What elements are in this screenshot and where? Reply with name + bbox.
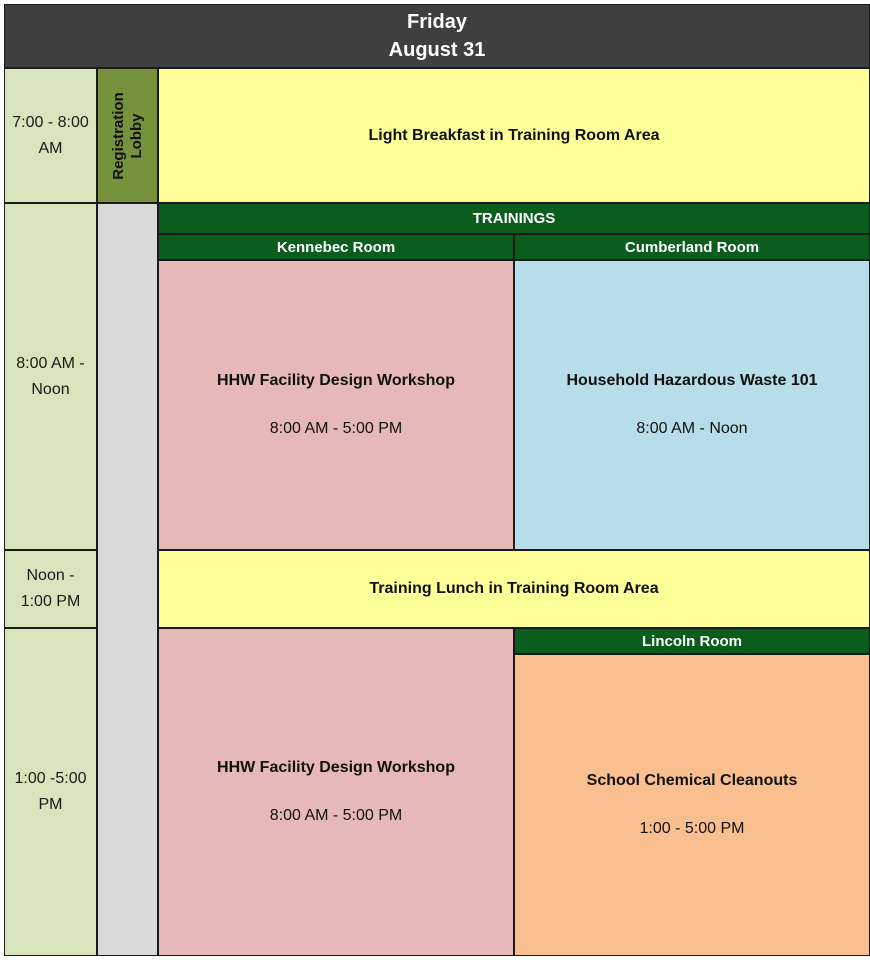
room-header-lincoln: Lincoln Room <box>514 628 870 654</box>
time-slot-label: 7:00 - 8:00 AM <box>12 113 89 157</box>
registration-lobby-label: Registration Lobby <box>109 91 145 180</box>
day-label: Friday <box>406 11 468 33</box>
lunch-label: Training Lunch in Training Room Area <box>369 580 659 597</box>
time-slot-morning <box>4 203 97 550</box>
session-title: School Chemical Cleanouts <box>586 772 798 789</box>
time-slot-label: Noon - 1:00 PM <box>20 567 81 610</box>
lunch-block <box>158 550 870 628</box>
time-slot-label: 8:00 AM - Noon <box>16 354 85 398</box>
breakfast-label: Light Breakfast in Training Room Area <box>368 126 660 144</box>
session-title: Household Hazardous Waste 101 <box>566 372 818 389</box>
registration-lobby-continuation <box>97 203 158 956</box>
session-time: 8:00 AM - 5:00 PM <box>269 807 403 824</box>
session-title: HHW Facility Design Workshop <box>217 759 455 776</box>
session-hhw-facility-afternoon <box>158 628 514 956</box>
date-label: August 31 <box>388 39 486 61</box>
session-time: 1:00 - 5:00 PM <box>639 820 745 837</box>
session-school-chemical-cleanouts <box>514 654 870 956</box>
session-title: HHW Facility Design Workshop <box>217 372 455 389</box>
trainings-header: TRAININGS <box>158 203 870 234</box>
day-header <box>4 4 870 68</box>
session-time: 8:00 AM - 5:00 PM <box>269 420 403 437</box>
session-hhw-101 <box>514 260 870 550</box>
session-hhw-facility-morning <box>158 260 514 550</box>
room-header-kennebec: Kennebec Room <box>158 234 514 260</box>
time-slot-lunch <box>4 550 97 628</box>
time-slot-breakfast <box>4 68 97 203</box>
session-time: 8:00 AM - Noon <box>636 420 748 437</box>
breakfast-block <box>158 68 870 203</box>
room-header-cumberland: Cumberland Room <box>514 234 870 260</box>
time-slot-afternoon <box>4 628 97 956</box>
registration-lobby <box>97 68 158 203</box>
time-slot-label: 1:00 -5:00 PM <box>14 770 87 813</box>
